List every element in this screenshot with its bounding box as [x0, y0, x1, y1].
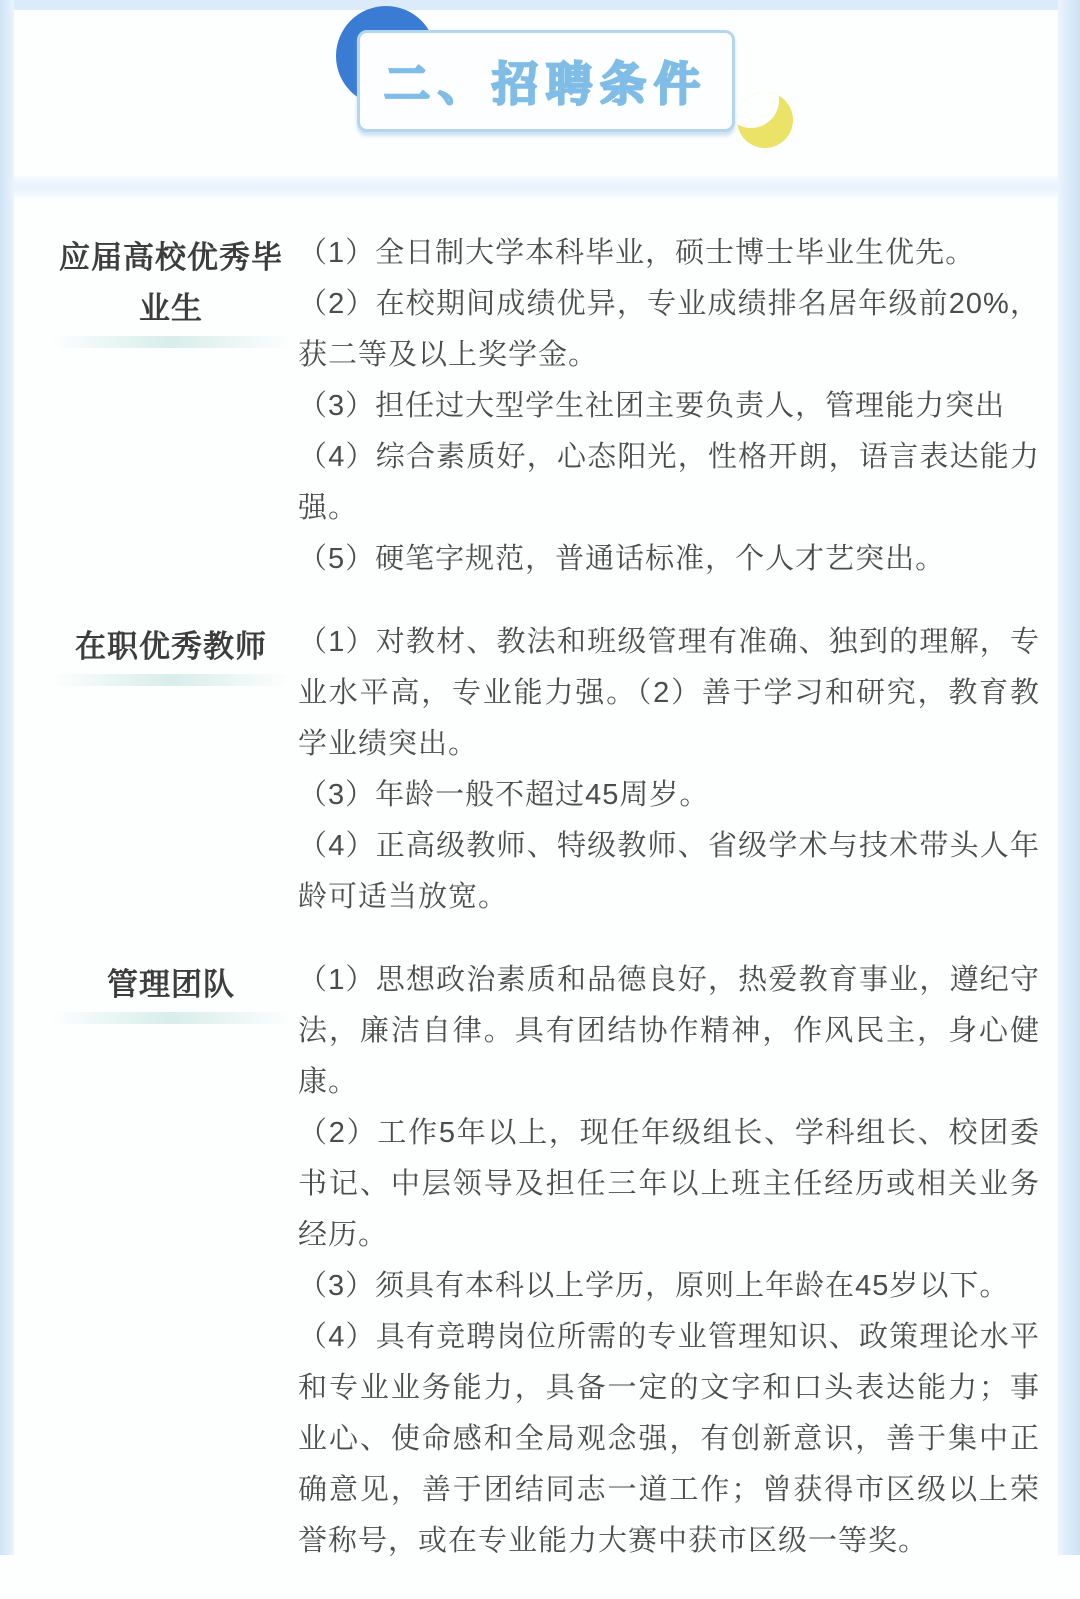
condition-item: （4）具有竞聘岗位所需的专业管理知识、政策理论水平和专业业务能力，具备一定的文字和口头表达能力；事业心、使命感和全局观念强，有创新意识，善于集中正确意见，善于团结同志一道工作；曾获得市区级以上荣誉称号，或在专业能力大赛中获市区级一等奖。 — [298, 1321, 1040, 1557]
page-title: 二、招聘条件 — [384, 58, 708, 110]
section-label: 应届高校优秀毕业生 — [52, 228, 290, 585]
section-label: 在职优秀教师 — [52, 617, 290, 923]
section-items — [290, 617, 1040, 923]
condition-item: （1）思想政治素质和品德良好，热爱教育事业，遵纪守法，廉洁自律。具有团结协作精神，作风民主，身心健康。 — [298, 964, 1040, 1098]
section-label: 管理团队 — [52, 955, 290, 1567]
condition-item: （4）综合素质好，心态阳光，性格开朗，语言表达能力强。 — [298, 441, 1040, 524]
condition-item: （3）担任过大型学生社团主要负责人，管理能力突出 — [298, 390, 1006, 422]
condition-item: （1）全日制大学本科毕业，硕士博士毕业生优先。 — [298, 237, 976, 269]
section-items — [290, 955, 1040, 1567]
condition-item: （3）须具有本科以上学历，原则上年龄在45岁以下。 — [298, 1270, 1010, 1302]
section-header — [0, 0, 1080, 176]
condition-item: （4）正高级教师、特级教师、省级学术与技术带头人年龄可适当放宽。 — [298, 830, 1040, 913]
condition-item: （1）对教材、教法和班级管理有准确、独到的理解，专业水平高，专业能力强。（2）善于学习和研究，教育教学业绩突出。 — [298, 626, 1040, 760]
condition-item: （5）硬笔字规范，普通话标准，个人才艺突出。 — [298, 543, 946, 575]
conditions-table — [52, 228, 1050, 1599]
condition-item: （3）年龄一般不超过45周岁。 — [298, 779, 710, 811]
condition-item: （2）工作5年以上，现任年级组长、学科组长、校团委书记、中层领导及担任三年以上班主任经历或相关业务经历。 — [298, 1117, 1040, 1251]
title-badge — [357, 30, 735, 132]
page-left-border — [0, 0, 14, 1555]
section-row-teachers — [52, 617, 1050, 923]
section-row-management — [52, 955, 1050, 1567]
page-right-border — [1058, 0, 1080, 1555]
condition-item: （2）在校期间成绩优异，专业成绩排名居年级前20%，获二等及以上奖学金。 — [298, 288, 1040, 371]
yellow-moon-decor-icon — [737, 92, 793, 148]
section-items — [290, 228, 1040, 585]
header-content-divider — [14, 176, 1058, 198]
section-row-graduates — [52, 228, 1050, 585]
